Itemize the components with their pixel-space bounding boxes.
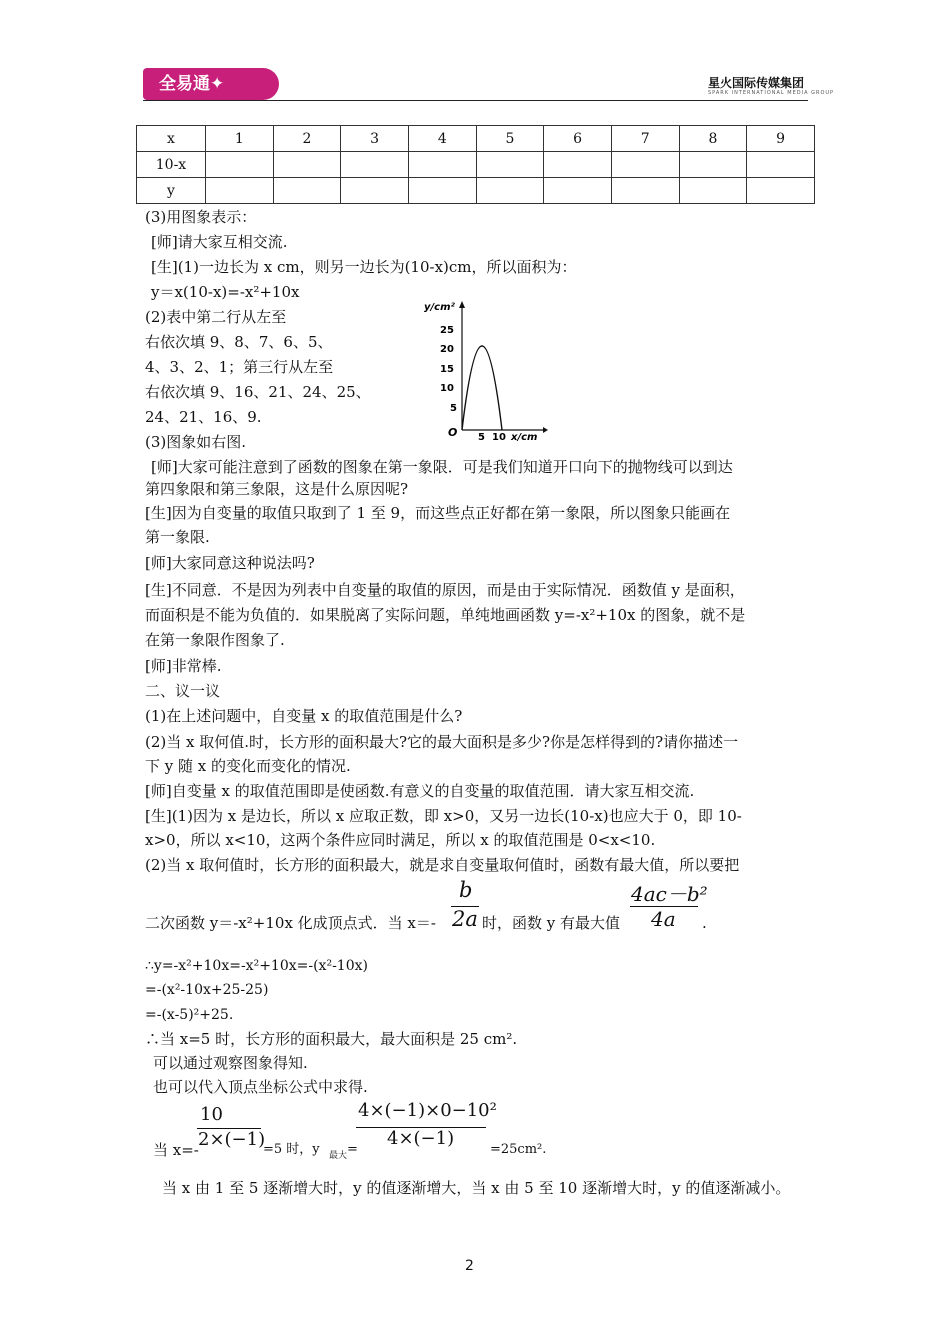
text-line: [师]自变量 x 的取值范围即是使函数.有意义的自变量的取值范围．请大家互相交流. [145,782,695,800]
row-label: 10-x [137,152,206,178]
page-number: 2 [465,1258,474,1274]
text-line: (2)当 x 取何值.时，长方形的面积最大?它的最大面积是多少?你是怎样得到的?请你描述一 [145,733,739,751]
text-line: = [347,1142,358,1157]
table-cell [206,152,274,178]
y-tick-label: 25 [440,325,454,336]
text-line: [生]不同意．不是因为列表中自变量的取值的原因，而是由于实际情况．函数值 y 是面积， [145,581,745,599]
x-axis-arrow [543,427,548,433]
text-subscript: 最大 [329,1151,348,1161]
text-line: ∴当 x=5 时，长方形的面积最大，最大面积是 25 cm². [145,1030,518,1048]
text-line: 也可以代入顶点坐标公式中求得. [153,1078,368,1096]
parabola-curve [462,346,502,430]
fraction-denominator: 2×(−1) [198,1129,266,1150]
table-cell [611,178,679,204]
fraction-numerator: 4ac－b² [631,882,708,906]
logo-text: 全易通 [159,74,210,94]
text-line: [师]非常棒. [145,657,222,675]
fraction-denominator: 2a [452,907,478,931]
text-line: 第一象限. [145,528,210,546]
text-line: 在第一象限作图象了. [145,631,285,649]
table-row [137,126,815,152]
table-row [137,178,815,204]
table-cell: 1 [206,126,274,152]
origin-label: O [448,426,458,439]
table-cell [747,178,815,204]
row-label: x [137,126,206,152]
publisher-english: SPARK INTERNATIONAL MEDIA GROUP [708,90,835,96]
header-rule [143,100,808,101]
y-tick-label: 15 [440,364,454,375]
y-axis-label: y/cm² [424,302,455,313]
table-cell: 9 [747,126,815,152]
table-cell [679,178,747,204]
fraction-numerator: 10 [200,1104,223,1125]
table-cell [408,152,476,178]
text-line: 右依次填 9、16、21、24、25、 [145,383,371,401]
text-line: [师]请大家互相交流. [151,233,288,251]
table-row [137,152,815,178]
table-cell: 8 [679,126,747,152]
fraction-denominator: 4×(−1) [387,1128,455,1149]
row-label: y [137,178,206,204]
value-table [136,125,815,204]
table-cell [611,152,679,178]
table-cell [476,152,544,178]
text-line: ∴y=-x²+10x=-x²+10x=-(x²-10x) [145,958,368,974]
table-cell: 3 [341,126,409,152]
section-heading: 二、议一议 [145,682,221,700]
table-cell [273,178,341,204]
table-cell: 6 [544,126,612,152]
table-cell [341,152,409,178]
table-cell [747,152,815,178]
text-line: =-(x-5)²+25. [145,1007,234,1023]
text-line: 可以通过观察图象得知. [153,1054,308,1072]
text-line: 当 x 由 1 至 5 逐渐增大时，y 的值逐渐增大，当 x 由 5 至 10 逐渐增大时，y 的值逐渐减小。 [162,1179,791,1197]
table-cell [341,178,409,204]
text-line: 下 y 随 x 的变化而变化的情况. [145,757,351,775]
x-axis-label: x/cm [511,432,538,441]
text-line: x>0，所以 x<10，这两个条件应同时满足，所以 x 的取值范围是 0<x<10. [145,831,656,849]
text-line: [生](1)因为 x 是边长，所以 x 应取正数，即 x>0，又另一边长(10-x)也应大于 0，即 10- [145,807,742,825]
text-line: =25cm². [490,1142,547,1157]
text-line: 4、3、2、1；第三行从左至 [145,358,334,376]
text-line: =-(x²-10x+25-25) [145,982,269,998]
table-cell: 2 [273,126,341,152]
table-cell [273,152,341,178]
text-line: [师]大家同意这种说法吗? [145,554,315,572]
text-line: =5 时，y [263,1142,320,1157]
table-cell [544,178,612,204]
table-cell: 5 [476,126,544,152]
table-cell: 4 [408,126,476,152]
publisher-name: 星火国际传媒集团 [708,76,805,90]
text-line: (1)在上述问题中，自变量 x 的取值范围是什么? [145,707,463,725]
fraction-denominator: 4a [651,907,676,931]
table-cell [544,152,612,178]
table-cell [679,152,747,178]
text-line: . [702,914,707,932]
text-line: (3)用图象表示： [145,208,257,226]
text-line: 二次函数 y＝-x²+10x 化成顶点式．当 x＝- [145,914,436,932]
text-line: [生]因为自变量的取值只取到了 1 至 9，而这些点正好都在第一象限，所以图象只能画在 [145,504,731,522]
y-tick-label: 20 [440,344,454,355]
table-cell [476,178,544,204]
fraction-numerator: b [459,878,473,902]
text-line: y＝x(10-x)=-x²+10x [151,283,300,301]
text-line: (2)表中第二行从左至 [145,308,287,326]
text-line: 而面积是不能为负值的．如果脱离了实际问题，单纯地画函数 y=-x²+10x 的图象，就不是 [145,606,746,624]
text-line: 右依次填 9、8、7、6、5、 [145,333,333,351]
parabola-graph [418,296,548,441]
y-tick-label: 5 [450,403,457,414]
table-cell [206,178,274,204]
text-line: [师]大家可能注意到了函数的图象在第一象限．可是我们知道开口向下的抛物线可以到达 [151,458,733,476]
text-line: 第四象限和第三象限，这是什么原因呢? [145,480,409,498]
text-line: 24、21、16、9. [145,408,262,426]
text-line: (2)当 x 取何值时，长方形的面积最大，就是求自变量取何值时，函数有最大值，所以要把 [145,856,740,874]
logo: 全易通✦ [143,68,279,100]
text-line: 时，函数 y 有最大值 [482,914,621,932]
text-line: (3)图象如右图. [145,433,247,451]
fraction-numerator: 4×(−1)×0−10² [358,1100,497,1121]
x-tick-label: 5 [478,432,485,441]
x-tick-label: 10 [492,432,506,441]
table-cell [408,178,476,204]
text-line: 当 x=- [153,1141,199,1159]
y-tick-label: 10 [440,383,454,394]
table-cell: 7 [611,126,679,152]
text-line: [生](1)一边长为 x cm，则另一边长为(10-x)cm，所以面积为： [151,258,577,276]
y-axis-arrow [459,301,465,308]
